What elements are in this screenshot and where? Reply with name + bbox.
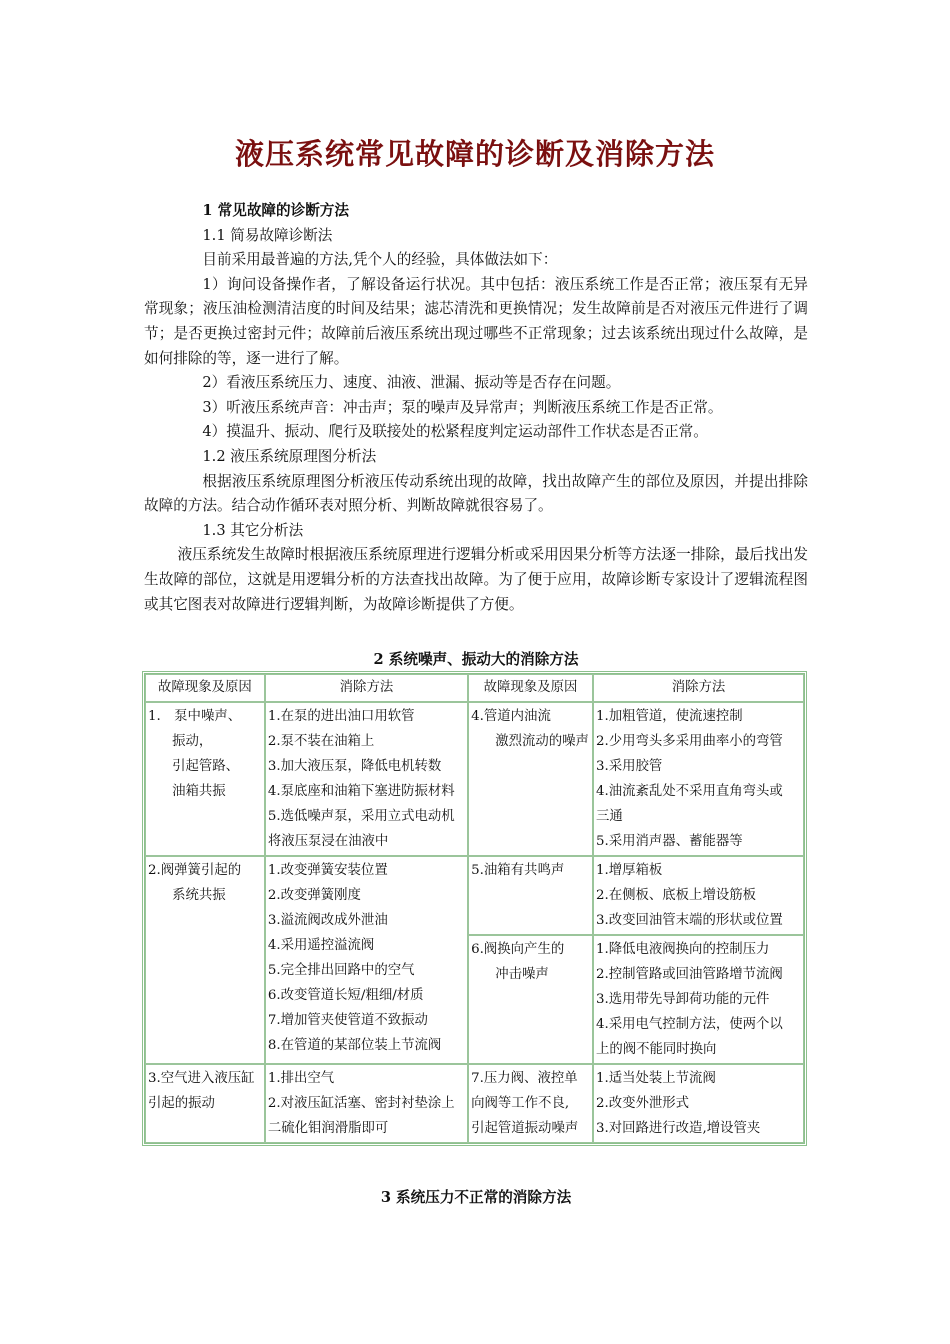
method-line: 3.对回路进行改造,增设管夹 — [595, 1121, 761, 1136]
cause-line: 向阀等工作不良, — [471, 1096, 570, 1111]
method-line: 1.加粗管道，使流速控制 — [595, 709, 743, 724]
method-line: 1.排出空气 — [267, 1071, 335, 1086]
cause-cell — [145, 856, 265, 1064]
method-line: 3.选用带先导卸荷功能的元件 — [595, 992, 770, 1007]
header-method-1: 消除方法 — [265, 674, 468, 702]
method-line: 4.泵底座和油箱下塞进防振材料 — [267, 784, 455, 799]
table-row — [145, 856, 804, 935]
intro-paragraph: 目前采用最普遍的方法,凭个人的经验，具体做法如下： — [202, 251, 558, 269]
section-3-heading: 3 系统压力不正常的消除方法 — [380, 1189, 572, 1206]
method-line: 2.在侧板、底板上增设筋板 — [595, 888, 757, 903]
method-line: 6.改变管道长短/粗细/材质 — [267, 988, 424, 1003]
method-line: 2.改变外泄形式 — [595, 1096, 690, 1111]
header-method-2: 消除方法 — [593, 674, 804, 702]
cause-line: 冲击噪声 — [495, 967, 549, 982]
method-line: 3.采用胶管 — [595, 759, 663, 774]
item-1-paragraph: 1）询问设备操作者，了解设备运行状况。其中包括：液压系统工作是否正常；液压泵有无异常现象；液压油检测清洁度的时间及结果；滤芯清洗和更换情况；发生故障前是否对液压元件进行了调节；是否更换过密封元件；故障前后液压系统出现过哪些不正常现象；过去该系统出现过什么故障，是如何排除的等，逐一进行了解。 — [144, 275, 808, 367]
subsection-1-3-heading: 1.3 其它分析法 — [202, 521, 304, 539]
cause-line: 振动， — [172, 734, 213, 749]
fault-table — [142, 671, 807, 1146]
cause-line: 5.油箱有共鸣声 — [471, 863, 565, 878]
table-row — [145, 702, 804, 856]
method-cell — [593, 702, 804, 856]
cause-cell — [468, 856, 593, 935]
table-row — [145, 1064, 804, 1143]
cause-cell — [145, 1064, 265, 1143]
cause-cell — [468, 702, 593, 856]
method-line: 将液压泵浸在油液中 — [267, 834, 389, 849]
method-line: 3.加大液压泵，降低电机转数 — [267, 759, 442, 774]
method-line: 1.在泵的进出油口用软管 — [267, 709, 415, 724]
method-line: 1.降低电液阀换向的控制压力 — [595, 942, 770, 957]
method-line: 8.在管道的某部位装上节流阀 — [267, 1038, 442, 1053]
method-line: 2.控制管路或回油管路增节流阀 — [595, 967, 783, 982]
cause-cell — [145, 702, 265, 856]
method-line: 1.改变弹簧安装位置 — [267, 863, 388, 878]
method-cell — [265, 856, 468, 1064]
method-line: 2.对液压缸活塞、密封衬垫涂上 — [267, 1096, 455, 1111]
method-line: 5.完全排出回路中的空气 — [267, 963, 415, 978]
cause-line: 引起管路、 — [172, 759, 240, 774]
cause-line: 1. 泵中噪声、 — [148, 709, 242, 724]
method-line: 3.改变回油管末端的形状或位置 — [595, 913, 783, 928]
method-line: 5.选低噪声泵，采用立式电动机 — [267, 809, 455, 824]
method-line: 4.采用遥控溢流阀 — [267, 938, 375, 953]
cause-line: 激烈流动的噪声 — [495, 734, 589, 749]
method-line: 7.增加管夹使管道不致振动 — [267, 1013, 428, 1028]
cause-line: 7.压力阀、液控单 — [471, 1071, 578, 1086]
header-cause-1: 故障现象及原因 — [145, 674, 265, 702]
page-title: 液压系统常见故障的诊断及消除方法 — [234, 137, 715, 171]
cause-cell — [468, 935, 593, 1064]
method-line: 4.油流紊乱处不采用直角弯头或 — [595, 784, 783, 799]
item-4-paragraph: 4）摸温升、振动、爬行及联接处的松紧程度判定运动部件工作状态是否正常。 — [202, 423, 708, 441]
cause-line: 6.阀换向产生的 — [471, 942, 565, 957]
method-line: 4.采用电气控制方法，使两个以 — [595, 1017, 783, 1032]
method-line: 3.溢流阀改成外泄油 — [267, 913, 388, 928]
cause-line: 引起管道振动噪声 — [471, 1121, 579, 1136]
method-line: 上的阀不能同时换向 — [595, 1042, 717, 1057]
method-line: 1.增厚箱板 — [595, 863, 663, 878]
subsection-1-2-paragraph: 根据液压系统原理图分析液压传动系统出现的故障，找出故障产生的部位及原因，并提出排除故障的方法。结合动作循环表对照分析、判断故障就很容易了。 — [144, 472, 808, 515]
table-caption: 2 系统噪声、振动大的消除方法 — [373, 651, 579, 668]
cause-line: 引起的振动 — [148, 1096, 215, 1111]
header-cause-2: 故障现象及原因 — [468, 674, 593, 702]
method-line: 2.少用弯头多采用曲率小的弯管 — [595, 734, 783, 749]
method-line: 2.改变弹簧刚度 — [267, 888, 361, 903]
cause-line: 3.空气进入液压缸 — [148, 1071, 255, 1086]
method-cell — [593, 856, 804, 935]
method-cell — [593, 935, 804, 1064]
section-1-heading: 1 常见故障的诊断方法 — [202, 202, 349, 219]
method-line: 5.采用消声器、蓄能器等 — [595, 834, 743, 849]
cause-line: 4.管道内油流 — [471, 709, 551, 724]
section-1 — [144, 199, 808, 617]
table-header-row — [145, 674, 804, 702]
item-3-paragraph: 3）听液压系统声音：冲击声；泵的噪声及异常声；判断液压系统工作是否正常。 — [202, 398, 723, 416]
method-cell — [593, 1064, 804, 1143]
method-line: 1.适当处装上节流阀 — [595, 1071, 716, 1086]
subsection-1-3-paragraph: 液压系统发生故障时根据液压系统原理进行逻辑分析或采用因果分析等方法逐一排除，最后找出发生故障的部位，这就是用逻辑分析的方法查找出故障。为了便于应用，故障诊断专家设计了逻辑流程图或其它图表对故障进行逻辑判断，为故障诊断提供了方便。 — [144, 546, 808, 613]
method-line: 三通 — [595, 809, 623, 824]
method-line: 2.泵不装在油箱上 — [267, 734, 375, 749]
cause-line: 系统共振 — [172, 888, 226, 903]
method-cell — [265, 1064, 468, 1143]
method-cell — [265, 702, 468, 856]
subsection-1-2-heading: 1.2 液压系统原理图分析法 — [202, 447, 377, 465]
cause-line: 2.阀弹簧引起的 — [148, 863, 242, 878]
subsection-1-1-heading: 1.1 简易故障诊断法 — [202, 226, 333, 244]
method-line: 二硫化钼润滑脂即可 — [267, 1121, 389, 1136]
item-2-paragraph: 2）看液压系统压力、速度、油液、泄漏、振动等是否存在问题。 — [202, 374, 621, 392]
cause-cell — [468, 1064, 593, 1143]
cause-line: 油箱共振 — [172, 784, 226, 799]
